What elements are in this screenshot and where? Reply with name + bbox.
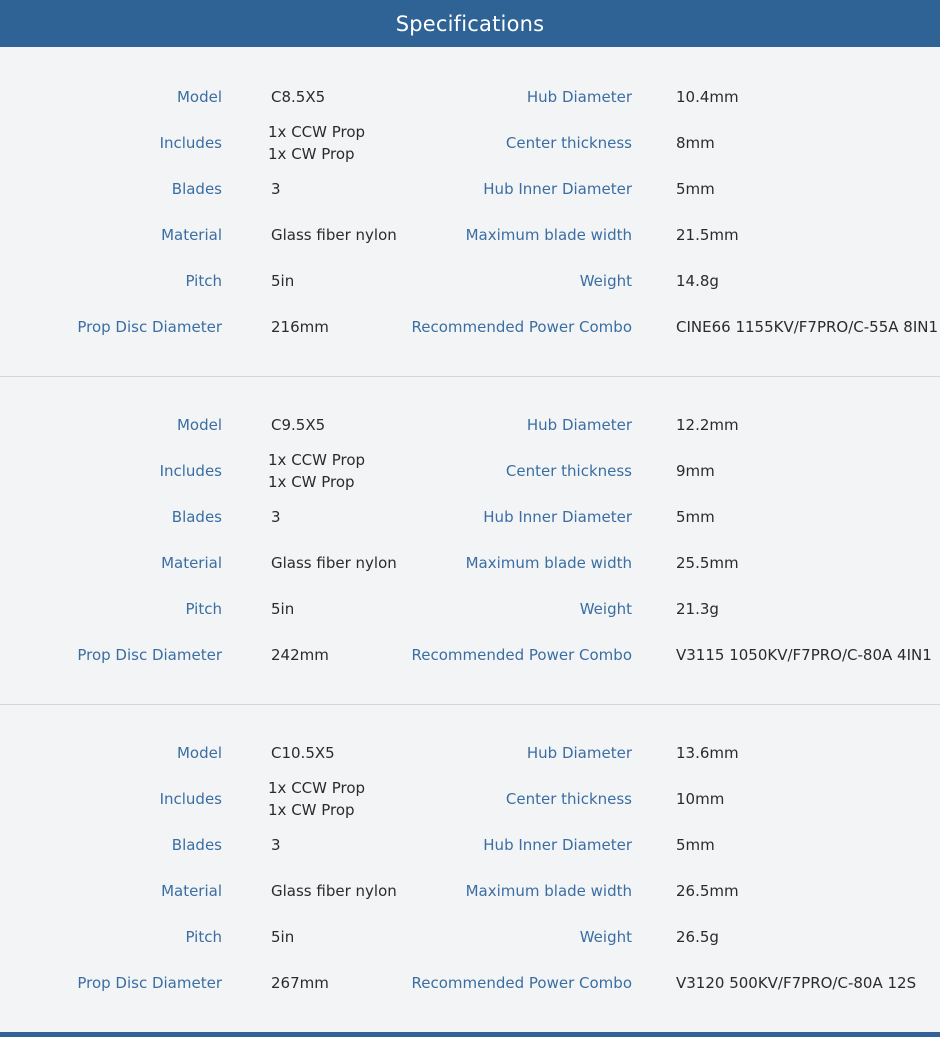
label-blades: Blades: [171, 836, 222, 854]
label-model: Model: [176, 88, 222, 106]
label-prop-disc-diameter: Prop Disc Diameter: [77, 318, 222, 336]
spec-row-material: [0, 868, 940, 914]
label-weight: Weight: [579, 600, 632, 618]
spec-section-c8-5x5: [0, 48, 940, 376]
value-center-thickness: 8mm: [676, 134, 715, 152]
value-max-blade-width: 21.5mm: [676, 226, 739, 244]
label-hub-diameter: Hub Diameter: [526, 88, 632, 106]
value-power-combo: V3115 1050KV/F7PRO/C-80A 4IN1: [676, 646, 932, 664]
value-hub-inner-diameter: 5mm: [676, 836, 715, 854]
spec-row-model: [0, 730, 940, 776]
value-includes: [268, 448, 365, 494]
value-center-thickness: 10mm: [676, 790, 725, 808]
value-max-blade-width: 26.5mm: [676, 882, 739, 900]
value-weight: 21.3g: [676, 600, 719, 618]
value-hub-diameter: 13.6mm: [676, 744, 739, 762]
includes-item: 1x CW Prop: [268, 145, 355, 163]
label-blades: Blades: [171, 180, 222, 198]
value-includes: [268, 120, 365, 166]
value-pitch: 5in: [271, 928, 295, 946]
includes-item: 1x CW Prop: [268, 473, 355, 491]
includes-item: 1x CW Prop: [268, 801, 355, 819]
label-prop-disc-diameter: Prop Disc Diameter: [77, 646, 222, 664]
spec-row-model: [0, 402, 940, 448]
value-hub-inner-diameter: 5mm: [676, 508, 715, 526]
label-weight: Weight: [579, 928, 632, 946]
value-model: C9.5X5: [271, 416, 326, 434]
value-blades: 3: [271, 836, 281, 854]
value-pitch: 5in: [271, 600, 295, 618]
value-blades: 3: [271, 180, 281, 198]
spec-row-disc-diameter: [0, 632, 940, 678]
includes-item: 1x CCW Prop: [268, 123, 366, 141]
label-weight: Weight: [579, 272, 632, 290]
label-hub-inner-diameter: Hub Inner Diameter: [483, 836, 632, 854]
spec-row-pitch: [0, 258, 940, 304]
spec-row-model: [0, 74, 940, 120]
page-title: Specifications: [395, 11, 545, 36]
value-max-blade-width: 25.5mm: [676, 554, 739, 572]
spec-row-includes: [0, 776, 940, 822]
value-material: Glass fiber nylon: [271, 226, 397, 244]
value-hub-diameter: 10.4mm: [676, 88, 739, 106]
label-hub-diameter: Hub Diameter: [526, 416, 632, 434]
value-material: Glass fiber nylon: [271, 554, 397, 572]
spec-row-disc-diameter: [0, 960, 940, 1006]
label-blades: Blades: [171, 508, 222, 526]
label-max-blade-width: Maximum blade width: [465, 554, 632, 572]
includes-item: 1x CCW Prop: [268, 779, 366, 797]
value-power-combo: V3120 500KV/F7PRO/C-80A 12S: [676, 974, 917, 992]
spec-row-blades: [0, 822, 940, 868]
value-power-combo: CINE66 1155KV/F7PRO/C-55A 8IN1: [676, 318, 939, 336]
specifications-header: [0, 0, 940, 47]
spec-row-includes: [0, 448, 940, 494]
value-center-thickness: 9mm: [676, 462, 715, 480]
value-hub-inner-diameter: 5mm: [676, 180, 715, 198]
label-hub-inner-diameter: Hub Inner Diameter: [483, 508, 632, 526]
label-includes: Includes: [159, 462, 222, 480]
label-pitch: Pitch: [185, 928, 222, 946]
label-hub-inner-diameter: Hub Inner Diameter: [483, 180, 632, 198]
value-model: C8.5X5: [271, 88, 326, 106]
label-max-blade-width: Maximum blade width: [465, 226, 632, 244]
spec-row-blades: [0, 166, 940, 212]
label-center-thickness: Center thickness: [505, 790, 632, 808]
label-power-combo: Recommended Power Combo: [411, 974, 632, 992]
label-material: Material: [161, 554, 222, 572]
value-hub-diameter: 12.2mm: [676, 416, 739, 434]
spec-row-blades: [0, 494, 940, 540]
label-model: Model: [176, 416, 222, 434]
includes-item: 1x CCW Prop: [268, 451, 366, 469]
value-weight: 26.5g: [676, 928, 719, 946]
label-hub-diameter: Hub Diameter: [526, 744, 632, 762]
label-model: Model: [176, 744, 222, 762]
value-material: Glass fiber nylon: [271, 882, 397, 900]
value-blades: 3: [271, 508, 281, 526]
footer-bar: [0, 1032, 940, 1037]
label-center-thickness: Center thickness: [505, 462, 632, 480]
spec-row-material: [0, 540, 940, 586]
spec-section-c10-5x5: [0, 704, 940, 1032]
label-material: Material: [161, 226, 222, 244]
label-center-thickness: Center thickness: [505, 134, 632, 152]
label-power-combo: Recommended Power Combo: [411, 646, 632, 664]
spec-section-c9-5x5: [0, 376, 940, 704]
spec-row-disc-diameter: [0, 304, 940, 350]
value-model: C10.5X5: [271, 744, 335, 762]
spec-row-pitch: [0, 586, 940, 632]
label-max-blade-width: Maximum blade width: [465, 882, 632, 900]
label-pitch: Pitch: [185, 600, 222, 618]
spec-row-material: [0, 212, 940, 258]
label-pitch: Pitch: [185, 272, 222, 290]
value-weight: 14.8g: [676, 272, 719, 290]
label-power-combo: Recommended Power Combo: [411, 318, 632, 336]
value-prop-disc-diameter: 267mm: [271, 974, 329, 992]
label-includes: Includes: [159, 134, 222, 152]
label-includes: Includes: [159, 790, 222, 808]
label-material: Material: [161, 882, 222, 900]
value-prop-disc-diameter: 216mm: [271, 318, 329, 336]
value-prop-disc-diameter: 242mm: [271, 646, 329, 664]
spec-row-includes: [0, 120, 940, 166]
spec-row-pitch: [0, 914, 940, 960]
value-pitch: 5in: [271, 272, 295, 290]
value-includes: [268, 776, 365, 822]
label-prop-disc-diameter: Prop Disc Diameter: [77, 974, 222, 992]
